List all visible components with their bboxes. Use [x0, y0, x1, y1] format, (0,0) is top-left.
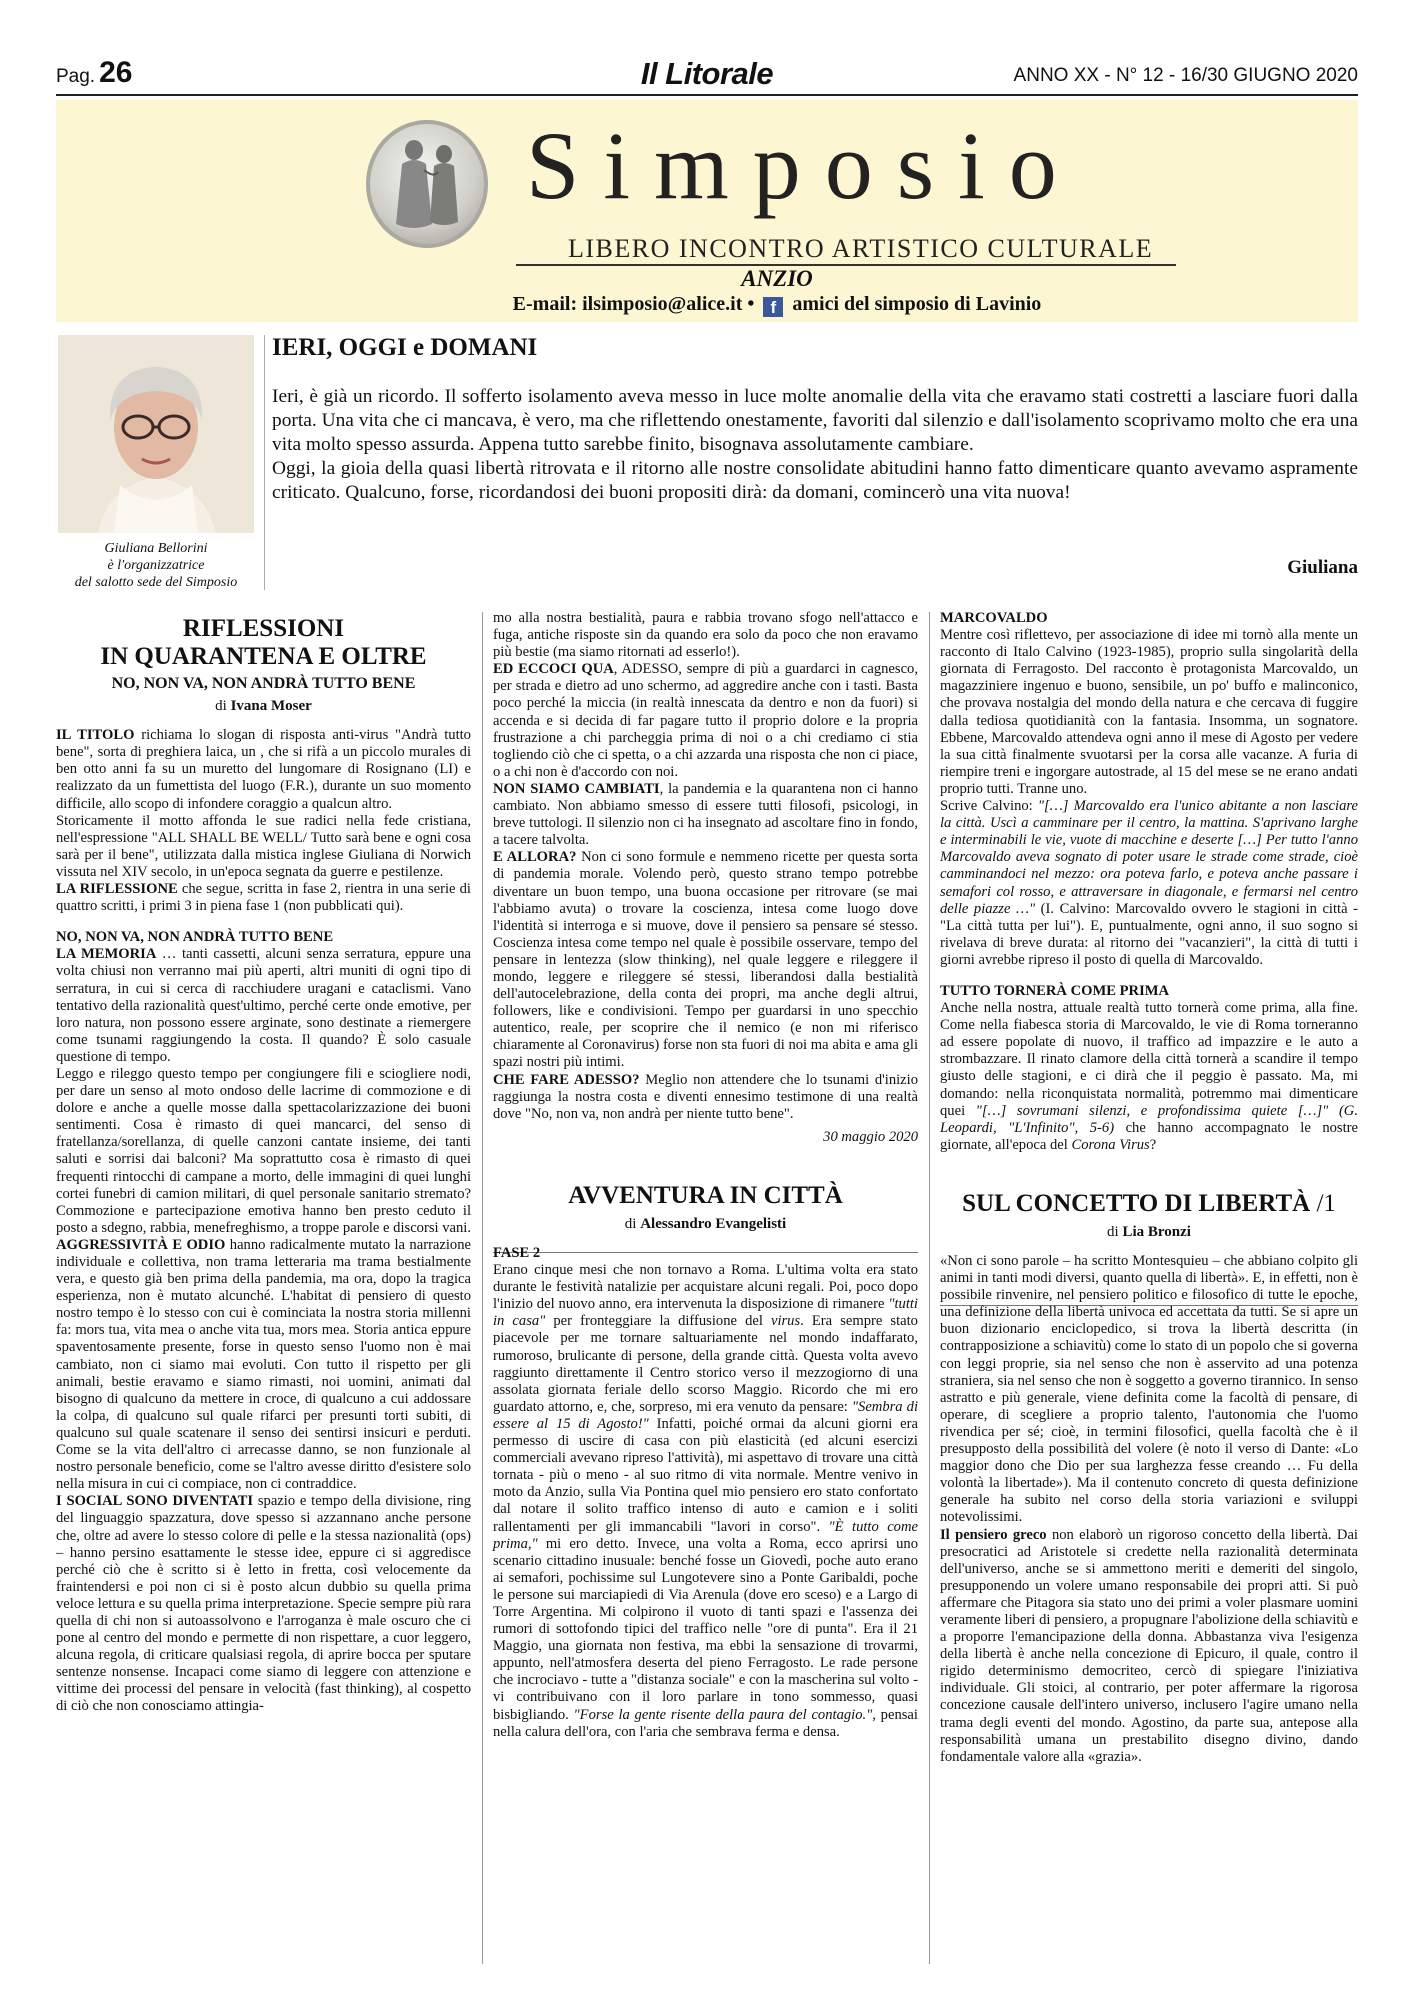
paragraph: Storicamente il motto affonda le sue radici nella fede cristiana, nell'espressione "ALL SHALL BE WELL/ Tutto sarà bene e ogni cosa sarà per il bene", utilizzata dalla mistica inglese Giuliana di Norwich vissuta nel XIV secolo, in un'epoca segnata da guerre e pestilenze. — [56, 812, 471, 880]
section-heading: MARCOVALDO — [940, 610, 1048, 626]
article-title: AVVENTURA IN CITTÀ — [568, 1181, 843, 1209]
section-heading: FASE 2 — [493, 1245, 541, 1261]
paragraph: Erano cinque mesi che non tornavo a Roma. L'ultima volta era stato durante le festività natalizie per acquistare alcuni regali. Poi, poco dopo l'inizio del nuovo anno, era intervenuta la disposizione di rimanere "tutti in casa" per fronteggiare la diffusione del virus. Era sempre stato piacevole per me tornare saltuariamente nel mondo indaffarato, rumoroso, brulicante di persone, della grande città. Questa volta avevo raggiunto direttamente il Centro storico verso il mezzogiorno di una assolata giornata feriale dello scorso Maggio. Ricordo che mi ero guardato attorno, e, che, sorpreso, mi era venuto da pensare: "Sembra di essere al 15 di Agosto!" Infatti, poiché ormai da alcuni giorni era permesso di uscire di casa con più elasticità (ed alcuni esercizi commerciali avevano ripreso l'attività), mi aspettavo di trovare una città tornata - più o meno - al suo ritmo di vita normale. Mentre venivo in moto da Anzio, sulla Via Pontina quel mio pensiero ero stato confortato dal notare il solito traffico intenso di auto e camion e i soliti rallentamenti per gli immancabili "lavori in corso". "È tutto come prima," mi ero detto. Invece, una volta a Roma, ecco aprirsi uno scenario cittadino inusuale: benché fosse un Giovedì, poche auto erano ai semafori, pochissime sul Lungotevere sino a Ponte Garibaldi, poche le persone sui marciapiedi di Via Arenula (dove ero sceso) e a Largo di Torre Argentina. Mi colpirono il vuoto di tanti spazi e l'assenza dei rumori di sottofondo tipici del traffico nelle "ore di punta". Era il 21 Maggio, una giornata non festiva, ma ebbi la sensazione di trovarmi, appunto, nell'atmosfera deserta del pieno Ferragosto. Le rade persone che incrociavo - tutte a "distanza sociale" e con la mascherina sul volto - vi contribuivano con il loro parlare in tono sommesso, quasi bisbigliando. "Forse la gente risente della paura del contagio.", pensai nella calura dell'ora, con l'aria che sembrava ferma e densa. — [493, 1262, 918, 1740]
simposio-banner — [56, 100, 1358, 322]
column-divider — [929, 612, 930, 1964]
column-2 — [493, 610, 918, 1741]
paragraph: AGGRESSIVITÀ E ODIO hanno radicalmente mutato la narrazione individuale e collettiva, non trama letteraria ma trama bestialmente vera, e questo già ben prima della pandemia, ma ora, dopo la tragica esperienza, non è mutato alcunché. L'habitat di pensiero di questo nostro tempo è lo stesso con cui è cominciata la nostra storia millenni fa: mors tua, vita mea o anche vita tua, mors mea. Storia antica eppure spaventosamente presente, forse in questo senso l'uomo non è mai cambiato, non ci siamo mai evoluti. Con tutto il rispetto per gli animali, bestie eravamo e siamo rimasti, noi uomini, animati dal bisogno di qualcuno da mettere in croce, di qualcuno a cui addossare la colpa, di qualcuno sul quale rifarci per presunti torti subiti, di qualcuno sul quale scatenare il senso dei sentirsi insicuri e perduti. Come se la vita dell'altro ci arrecasse danno, se non funzionale al nostro personale beneficio, come se l'altro avesse diritto d'esistere solo nella misura in cui ci compiace, non ci contraddice. — [56, 1236, 472, 1493]
paragraph: NON SIAMO CAMBIATI, la pandemia e la quarantena non ci hanno cambiato. Non abbiamo smesso di essere tutti filosofi, psicologi, in breve tuttologi. Il silenzio non ci ha insegnato ad ascoltare fino in fondo, a tacere talvolta. — [493, 780, 918, 849]
column-divider — [482, 612, 483, 1964]
article-byline: di Alessandro Evangelisti — [624, 1215, 787, 1232]
banner-subtitle: LIBERO INCONTRO ARTISTICO CULTURALE — [568, 234, 1154, 263]
paragraph: LA RIFLESSIONE che segue, scritta in fase 2, rientra in una serie di quattro scritti, i primi 3 in piena fase 1 (non pubblicati qui). — [56, 881, 471, 915]
banner-title: Simposio — [526, 112, 1081, 219]
editorial-divider — [264, 335, 265, 590]
editorial-body: Ieri, è già un ricordo. Il sofferto isolamento aveva messo in luce molte anomalie della vita che eravamo stati costretti a lasciare fuori dalla porta. Una vita che ci mancava, è vero, ma che riflettendo onestamente, favoriti dal silenzio e dall'isolamento scoprivamo molto che era una vita molto spesso assurda. Appena tutto sarebbe finito, bisognava assolutamente cambiare. Oggi, la gioia della quasi libertà ritrovata e il ritorno alle nostre consolidate abitudini hanno fatto dimenticare quanto avevamo aspramente criticato. Qualcuno, forse, ricordandosi dei buoni propositi dirà: da domani, comincerò una vita nuova! — [272, 386, 1358, 503]
email-link[interactable]: E-mail: ilsimposio@alice.it • — [512, 293, 755, 315]
article-title: SUL CONCETTO DI LIBERTÀ /1 — [962, 1189, 1336, 1217]
paragraph: Il pensiero greco non elaborò un rigoroso concetto della libertà. Dai presocratici ad Aristotele si credette nella razionalità determinata dell'universo, anche se si ammettono meriti e demeriti del singolo, presupponendo un volere umano responsabile dei propri atti. Si può affermare che Pitagora sia stato uno dei primi a voler plasmare uomini veramente liberi di pensiero, a propugnare l'abolizione della schiavitù e a proporre l'emancipazione della donna. Abbastanza viva l'esigenza della libertà è anche nella concezione di Epicuro, il quale, contro il rigido determinismo democriteo, cercò di spiegare l'iniziativa individuale. Gli stoici, al contrario, per poter affermare la rigorosa concezione causale dell'intero universo, inclusero l'agire umano nella trama degli eventi del mondo. Agostino, da parte sua, antepose alla responsabilità umana un prestabilito disegno divino, dando fondamentale valore alla «grazia». — [940, 1526, 1358, 1765]
paragraph: IL TITOLO richiama lo slogan di risposta anti-virus "Andrà tutto bene", sorta di preghiera laica, un , che si rifà a un piccolo murales di ben otto anni fa su un muretto del lungomare di Rosignano (LI) e realizzato da un fumettista del luogo (F.R.), durante un suo momento difficile, allo scopo di infondere coraggio a qualcun altro. — [56, 727, 471, 812]
paragraph: Mentre così riflettevo, per associazione di idee mi tornò alla mente un racconto di Italo Calvino (1923-1985), proprio sulla singolarità della giornata di Ferragosto. Del racconto è protagonista Marcovaldo, un magazziniere ingenuo e buono, sensibile, un po' buffo e malinconico, che provava nostalgia del mondo della natura e che cercava di fuggire dalla tediosa quotidianità con la fantasia. Insomma, un sognatore. Ebbene, Marcovaldo attendeva ogni anno il mese di Agosto per vedere la sua città finalmente svuotarsi per la corsa alle vacanze. A furia di riempire treni e ingorgare autostrade, al 15 del mese se ne erano andati proprio tutti. Tranne uno. — [940, 627, 1358, 797]
page-number: Pag. 26 — [56, 56, 133, 89]
paragraph: «Non ci sono parole – ha scritto Montesquieu – che abbiano colpito gli animi in tanti modi diversi, quanto quella di libertà». E, in effetti, non è possibile rinvenire, nel pensiero politico e filosofico di tutte le epoche, una definizione della libertà univoca ed accettata da tutti. Se si apre un buon dizionario enciclopedico, si trova la libertà descritta (in contrapposizione a schiavitù) come lo stato di un popolo che si governa con leggi proprie, sia nel senso che non è asservito ad una potenza straniera, sia nel senso che non è soggetto a governo tirannico. In senso astratto e più generale, viene definita come la facoltà di pensare, di operare, di scegliere a proprio talento, l'autonomia che l'uomo rivendica per sé; cioè, in termini filosofici, quella facoltà che è il presupposto della possibilità del volere (è noto il verso di Dante: «Lo maggior dono che Dio per sua larghezza fesse creando … Fu della volontà la libertade»). Ma il contenuto concreto di questa definizione generale ha subito nel corso della storia variazioni e sviluppi notevolissimi. — [940, 1253, 1358, 1526]
paragraph: E ALLORA? Non ci sono formule e nemmeno ricette per questa sorta di pandemia morale. Volendo però, questo strano tempo potrebbe diventare un buon tempo, una buona occasione per ritrovare (se mai l'abbiamo avuta) o trovare la coscienza, intesa come luogo dove l'identità si interroga e si muove, dove il pensiero sa pensare sé stesso. Coscienza intesa come tempo nel quale è possibile osservare, tempo del pensare in lentezza (slow thinking), nel quale leggere e rileggere il mondo, leggere e rileggere sé stessi, liberandosi dalla bestialità dell'autocelebrazione, della conta dei propri, ma anche degli altrui, followers, like e condivisioni. Tempo per guardarsi in uno specchio autentico, reale, per scoprire che il nemico (e non mi riferisco chiaramente al Coronavirus) forse non sta fuori di noi ma abita e ama gli spazi nostri più intimi. — [493, 849, 918, 1071]
simposio-logo — [366, 120, 488, 248]
facebook-link[interactable]: amici del simposio di Lavinio — [792, 293, 1042, 315]
article-subtitle: NO, NON VA, NON ANDRÀ TUTTO BENE — [111, 675, 416, 692]
portrait-photo — [58, 335, 254, 533]
column-1 — [56, 615, 471, 1716]
banner-contacts — [56, 293, 1358, 317]
paragraph: CHE FARE ADESSO? Meglio non attendere che lo tsunami d'inizio raggiunga la nostra costa e diventi ennesimo testimone di una realtà dove "No, non va, non andrà per niente tutto bene". — [493, 1071, 919, 1122]
article-byline: di Ivana Moser — [215, 698, 312, 715]
paragraph: Scrive Calvino: "[…] Marcovaldo era l'unico abitante a non lasciare la città. Uscì a camminare per il centro, la mattina. S'aprivano larghe e interminabili le vie, vuote di macchine e deserte […] Per tutto l'anno Marcovaldo aveva sognato di poter usare le strade come strade, cioè camminandoci nel mezzo: ora poteva farlo, e poteva anche passare i semafori col rosso, e attraversare in diagonale, e fermarsi nel centro delle piazze …" (I. Calvino: Marcovaldo ovvero le stagioni in città - "La città tutta per lui"). E, puntualmente, ogni anno, il suo sogno si rivelava di breve durata: al ritorno dei "vacanzieri", la città di tutti i giorni avrebbe ripreso il posto di quella di Marcovaldo. — [940, 798, 1359, 968]
banner-location: ANZIO — [741, 266, 813, 291]
editorial-title: IERI, OGGI e DOMANI — [272, 334, 538, 361]
article-title: RIFLESSIONI IN QUARANTENA E OLTRE — [100, 615, 427, 670]
paragraph: Leggo e rileggo questo tempo per congiungere fili e sciogliere nodi, per dare un senso al moto ondoso delle lacrime di commozione e di dolore e anche a quelle mosse dalla spettacolarizzazione dei buoni sentimenti. Cosa è rimasto di quei mancarci, del senso di fratellanza/sorellanza, di quelle canzoni cantate insieme, dei tanti saluti e sorrisi dai balconi? Ma soprattutto cosa è rimasto di quei frequenti rintocchi di campane a morto, delle immagini di quei lunghi cortei funebri di camion militari, di quel personale sanitario stremato? Commozione e partecipazione emotiva hanno ben presto ceduto il posto a sdegno, rabbia, menefreghismo, a troppe parole e discorsi vani. — [56, 1065, 471, 1236]
issue-info: ANNO XX - N° 12 - 16/30 GIUGNO 2020 — [1013, 65, 1358, 86]
paragraph: LA MEMORIA … tanti cassetti, alcuni senza serratura, eppure una volta chiusi non verranno mai più aperti, altri muniti di ogni tipo di serratura, in cui si cerca di racchiudere uragani e cataclismi. Vano tentativo della razionalità quest'ultimo, perché certe onde emotive, per loro natura, non possono essere arginate, sono destinate a riemergere come tsunami raggiungendo la costa. Il quando? È solo casuale questione di tempo. — [56, 946, 471, 1065]
section-heading: TUTTO TORNERÀ COME PRIMA — [940, 982, 1170, 999]
article-date: 30 maggio 2020 — [823, 1128, 918, 1145]
paragraph: mo alla nostra bestialità, paura e rabbia trovano sfogo nell'attacco e fuga, antiche risposte sin da quando era solo da poco che non eravamo più bestie (ma siamo ritornati ad esserlo!). — [493, 610, 918, 661]
masthead: Il Litorale — [640, 56, 774, 91]
page-header — [56, 56, 1358, 96]
paragraph: ED ECCOCI QUA, ADESSO, sempre di più a guardarci in cagnesco, per strada e dietro ad uno schermo, ad aggredire anche con i tasti. Basta poco perché la miccia (in realtà innescata da dentro e non da fuori) si accenda e si decida di far pagare tutto il proprio dolore e la propria frustrazione a chi parcheggia prima di noi o a chi crediamo ci stia togliendo ciò che ci spetta, o a chi azzarda una risposta che non ci piace, o a chi non è d'accordo con noi. — [493, 661, 918, 780]
paragraph: I SOCIAL SONO DIVENTATI spazio e tempo della divisione, ring del linguaggio spazzatura, dove spesso si azzannano anche persone che, oltre ad avere lo stesso colore di pelle e la stessa nazionalità (ops) – hanno persino esattamente le stesse idee, eppure ci si aggredisce perché ciò che è scritto si è letto in fretta, così velocemente da fraintendersi e poi non ci si è posto alcun dubbio su quella prima veloce lettura e su quella prima interpretazione. Specie sempre più rara quella di chi non si autoassolvono e l'arroganza è male oscuro che ci pone al centro del mondo e permette di non rispettare, a cuor leggero, alcuna regola, di criticare qualsiasi regola, di aprire bocca per sputare sentenze nonsense. Incapaci come siamo di leggere con attenzione e vittime dei processi del pensare in velocità (fast thinking), al cospetto di ciò che non conosciamo attingia- — [56, 1493, 472, 1715]
facebook-icon: f — [763, 297, 783, 317]
column-3 — [940, 610, 1358, 1766]
paragraph: Anche nella nostra, attuale realtà tutto tornerà come prima, alla fine. Come nella fiabesca storia di Marcovaldo, le vie di Roma torneranno ad essere popolate di nuovo, il traffico ad impazzire e le auto a strombazzare. Il rinato clamore della città tornerà a scandire il tempo giusto delle stagioni, e ci dirà che il peggio è passato. Ma, mi domando: nella riconquistata normalità, potremmo mai dimenticare quei "[…] sovrumani silenzi, e profondissima quiete […]" (G. Leopardi, "L'Infinito", 5-6) che hanno accompagnato le nostre giornate, all'epoca del Corona Virus? — [940, 1000, 1358, 1153]
editorial-signature: Giuliana — [1287, 557, 1358, 578]
article-byline: di Lia Bronzi — [1107, 1223, 1191, 1240]
portrait-caption: Giuliana Bellorini è l'organizzatrice del salotto sede del Simposio — [74, 541, 238, 590]
section-heading: NO, NON VA, NON ANDRÀ TUTTO BENE — [56, 929, 334, 946]
